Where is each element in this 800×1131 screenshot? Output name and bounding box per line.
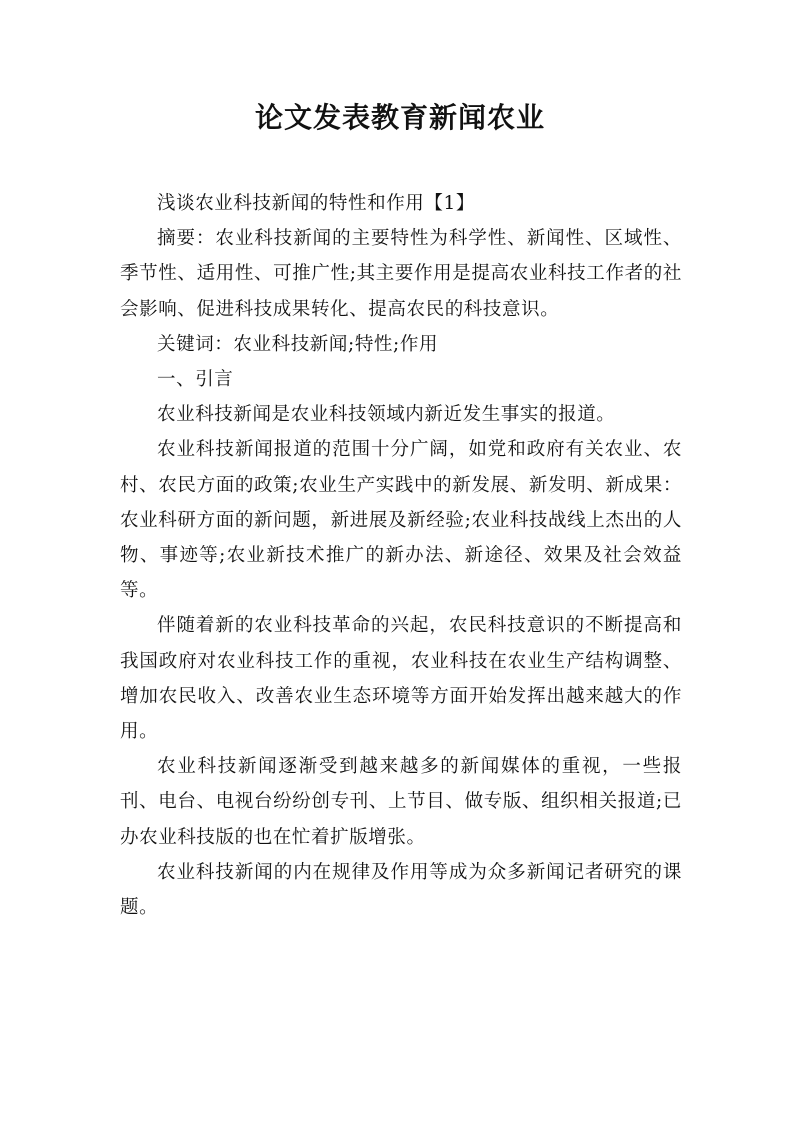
body-paragraph-3: 伴随着新的农业科技革命的兴起，农民科技意识的不断提高和我国政府对农业科技工作的重视，农业科技在农业生产结构调整、增加农民收入、改善农业生态环境等方面开始发挥出越来越大的作用。 [120,615,682,743]
keywords-paragraph: 关键词：农业科技新闻;特性;作用 [157,333,439,355]
abstract-paragraph: 摘要：农业科技新闻的主要特性为科学性、新闻性、区域性、季节性、适用性、可推广性;其主要作用是提高农业科技工作者的社会影响、促进科技成果转化、提高农民的科技意识。 [120,228,682,320]
document-title: 论文发表教育新闻农业 [254,101,545,134]
body-paragraph-2: 农业科技新闻报道的范围十分广阔，如党和政府有关农业、农村、农民方面的政策;农业生产实践中的新发展、新发明、新成果：农业科研方面的新问题，新进展及新经验;农业科技战线上杰出的人物、事迹等;农业新技术推广的新办法、新途径、效果及社会效益等。 [120,439,682,602]
article-heading: 浅谈农业科技新闻的特性和作用【1】 [157,193,475,214]
body-paragraph-5: 农业科技新闻的内在规律及作用等成为众多新闻记者研究的课题。 [120,861,682,919]
body-paragraph-1: 农业科技新闻是农业科技领域内新近发生事实的报道。 [157,404,616,426]
section-heading-introduction: 一、引言 [157,369,234,391]
document-body [120,186,682,925]
body-paragraph-4: 农业科技新闻逐渐受到越来越多的新闻媒体的重视，一些报刊、电台、电视台纷纷创专刊、上节目、做专版、组织相关报道;已办农业科技版的也在忙着扩版增张。 [120,756,682,848]
